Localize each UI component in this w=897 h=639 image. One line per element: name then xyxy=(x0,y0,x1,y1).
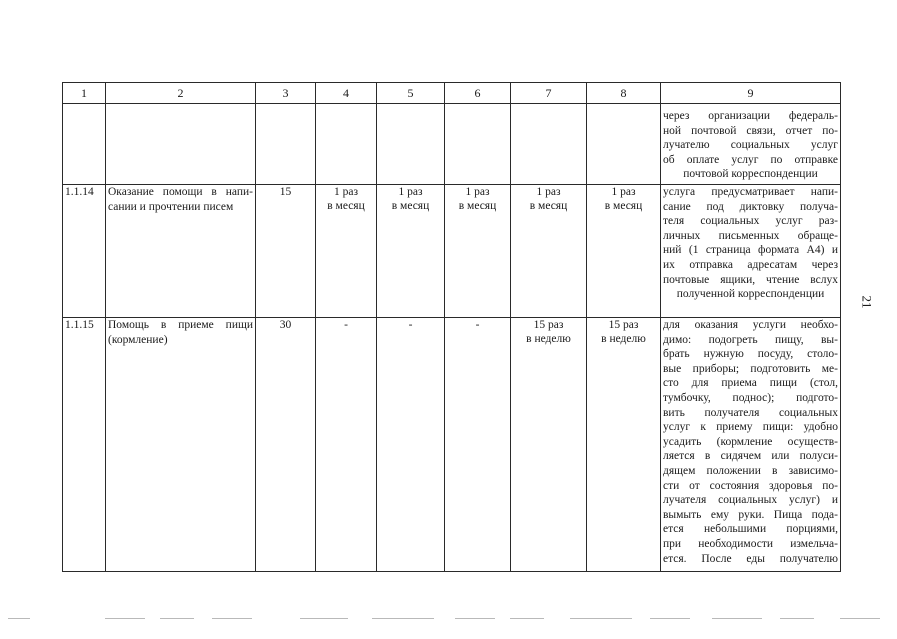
description-line: об оплате услуг по отправке xyxy=(663,153,838,166)
description-line: сание под диктовку получа- xyxy=(663,200,838,213)
description-line: их отправка адресатам через xyxy=(663,258,838,271)
column-header: 2 xyxy=(106,83,256,104)
cell-time: 15 xyxy=(256,185,316,318)
header-row xyxy=(63,83,841,104)
frequency-period: в неделю xyxy=(526,333,571,345)
cell-frequency xyxy=(377,185,445,318)
frequency-period: в неделю xyxy=(601,333,646,345)
column-header: 9 xyxy=(661,83,841,104)
description-line: почтовой корреспонденции xyxy=(683,168,818,181)
cell-frequency xyxy=(316,185,377,318)
cell-frequency xyxy=(587,185,661,318)
frequency-count: 1 раз xyxy=(611,186,636,198)
description-line: сти от состояния здоровья по- xyxy=(663,479,838,492)
description-line: при необходимости измельча- xyxy=(663,537,838,550)
frequency-period: в месяц xyxy=(604,200,643,212)
frequency-count: 1 раз xyxy=(536,186,561,198)
description-line: вымыть ему руки. Пища пода- xyxy=(663,508,838,521)
cell-empty xyxy=(63,104,106,185)
description-line: ний (1 страница формата А4) и xyxy=(663,244,838,257)
page-number: 21 xyxy=(859,295,875,309)
frequency-dash: - xyxy=(475,319,480,331)
description-line: вые приборы; подготовить ме- xyxy=(663,362,838,375)
frequency-count: 1 раз xyxy=(465,186,490,198)
description-line: полученной корреспонденции xyxy=(676,288,825,301)
description-line: вить получателя социальных xyxy=(663,406,838,419)
cell-frequency xyxy=(511,185,587,318)
cell-empty xyxy=(106,104,256,185)
cell-frequency xyxy=(587,318,661,572)
column-header: 6 xyxy=(445,83,511,104)
cell-frequency xyxy=(511,318,587,572)
frequency-count: 15 раз xyxy=(533,319,564,331)
frequency-period: в месяц xyxy=(327,200,365,212)
services-table xyxy=(62,82,841,572)
frequency-period: в месяц xyxy=(529,200,568,212)
description-line: усадить (кормление осуществ- xyxy=(663,435,838,448)
cell-description xyxy=(661,104,841,185)
service-name-line: сании и прочтении писем xyxy=(108,200,234,213)
column-header: 4 xyxy=(316,83,377,104)
cell-empty xyxy=(587,104,661,185)
cell-frequency xyxy=(445,318,511,572)
description-line: для оказания услуги необхо- xyxy=(663,319,838,331)
cell-description xyxy=(661,318,841,572)
cell-empty xyxy=(511,104,587,185)
cell-number: 1.1.14 xyxy=(63,185,106,318)
cell-frequency xyxy=(445,185,511,318)
cell-frequency xyxy=(377,318,445,572)
cell-description xyxy=(661,185,841,318)
cell-number: 1.1.15 xyxy=(63,318,106,572)
scan-footer-dashes xyxy=(0,618,897,622)
description-line: почтовые ящики, чтение вслух xyxy=(663,273,838,286)
description-line: ной почтовой связи, отчет по- xyxy=(663,124,838,137)
description-line: лучателя социальных услуг) и xyxy=(663,494,838,507)
description-line: услуга предусматривает напи- xyxy=(663,186,838,198)
frequency-dash: - xyxy=(408,319,413,331)
cell-empty xyxy=(316,104,377,185)
cell-service-name xyxy=(106,318,256,572)
frequency-count: 1 раз xyxy=(398,186,423,198)
service-name-line: Оказание помощи в напи- xyxy=(108,186,253,198)
cell-empty xyxy=(445,104,511,185)
description-line: услуг к приему пищи: удобно xyxy=(663,421,838,434)
description-line: дящем положении в зависимо- xyxy=(663,464,838,477)
column-header: 7 xyxy=(511,83,587,104)
column-header: 1 xyxy=(63,83,106,104)
description-line: сто для приема пищи (стол, xyxy=(663,377,838,390)
frequency-dash: - xyxy=(344,319,348,331)
frequency-period: в месяц xyxy=(458,200,497,212)
description-line: ется. После еды получателю xyxy=(663,552,838,565)
frequency-period: в месяц xyxy=(391,200,430,212)
column-header: 3 xyxy=(256,83,316,104)
description-line: лучателю социальных услуг xyxy=(663,139,838,152)
description-line: брать нужную посуду, столо- xyxy=(663,348,838,361)
table-row xyxy=(63,104,841,185)
description-line: тумбочку, поднос); подгото- xyxy=(663,391,838,404)
table-row xyxy=(63,318,841,572)
frequency-count: 1 раз xyxy=(333,186,359,198)
cell-empty xyxy=(377,104,445,185)
cell-frequency xyxy=(316,318,377,572)
description-line: теля социальных услуг раз- xyxy=(663,215,838,228)
description-line: личных письменных обраще- xyxy=(663,229,838,242)
cell-empty xyxy=(256,104,316,185)
table-row xyxy=(63,185,841,318)
cell-time: 30 xyxy=(256,318,316,572)
column-header: 5 xyxy=(377,83,445,104)
cell-service-name xyxy=(106,185,256,318)
description-line: ется небольшими порциями, xyxy=(663,523,838,536)
service-name-line: (кормление) xyxy=(108,333,168,346)
frequency-count: 15 раз xyxy=(608,319,639,331)
description-line: ляется в сидячем или полуси- xyxy=(663,450,838,463)
column-header: 8 xyxy=(587,83,661,104)
service-name-line: Помощь в приеме пищи xyxy=(108,319,253,331)
description-line: через организации федераль- xyxy=(663,110,838,122)
description-line: димо: подогреть пищу, вы- xyxy=(663,333,838,346)
